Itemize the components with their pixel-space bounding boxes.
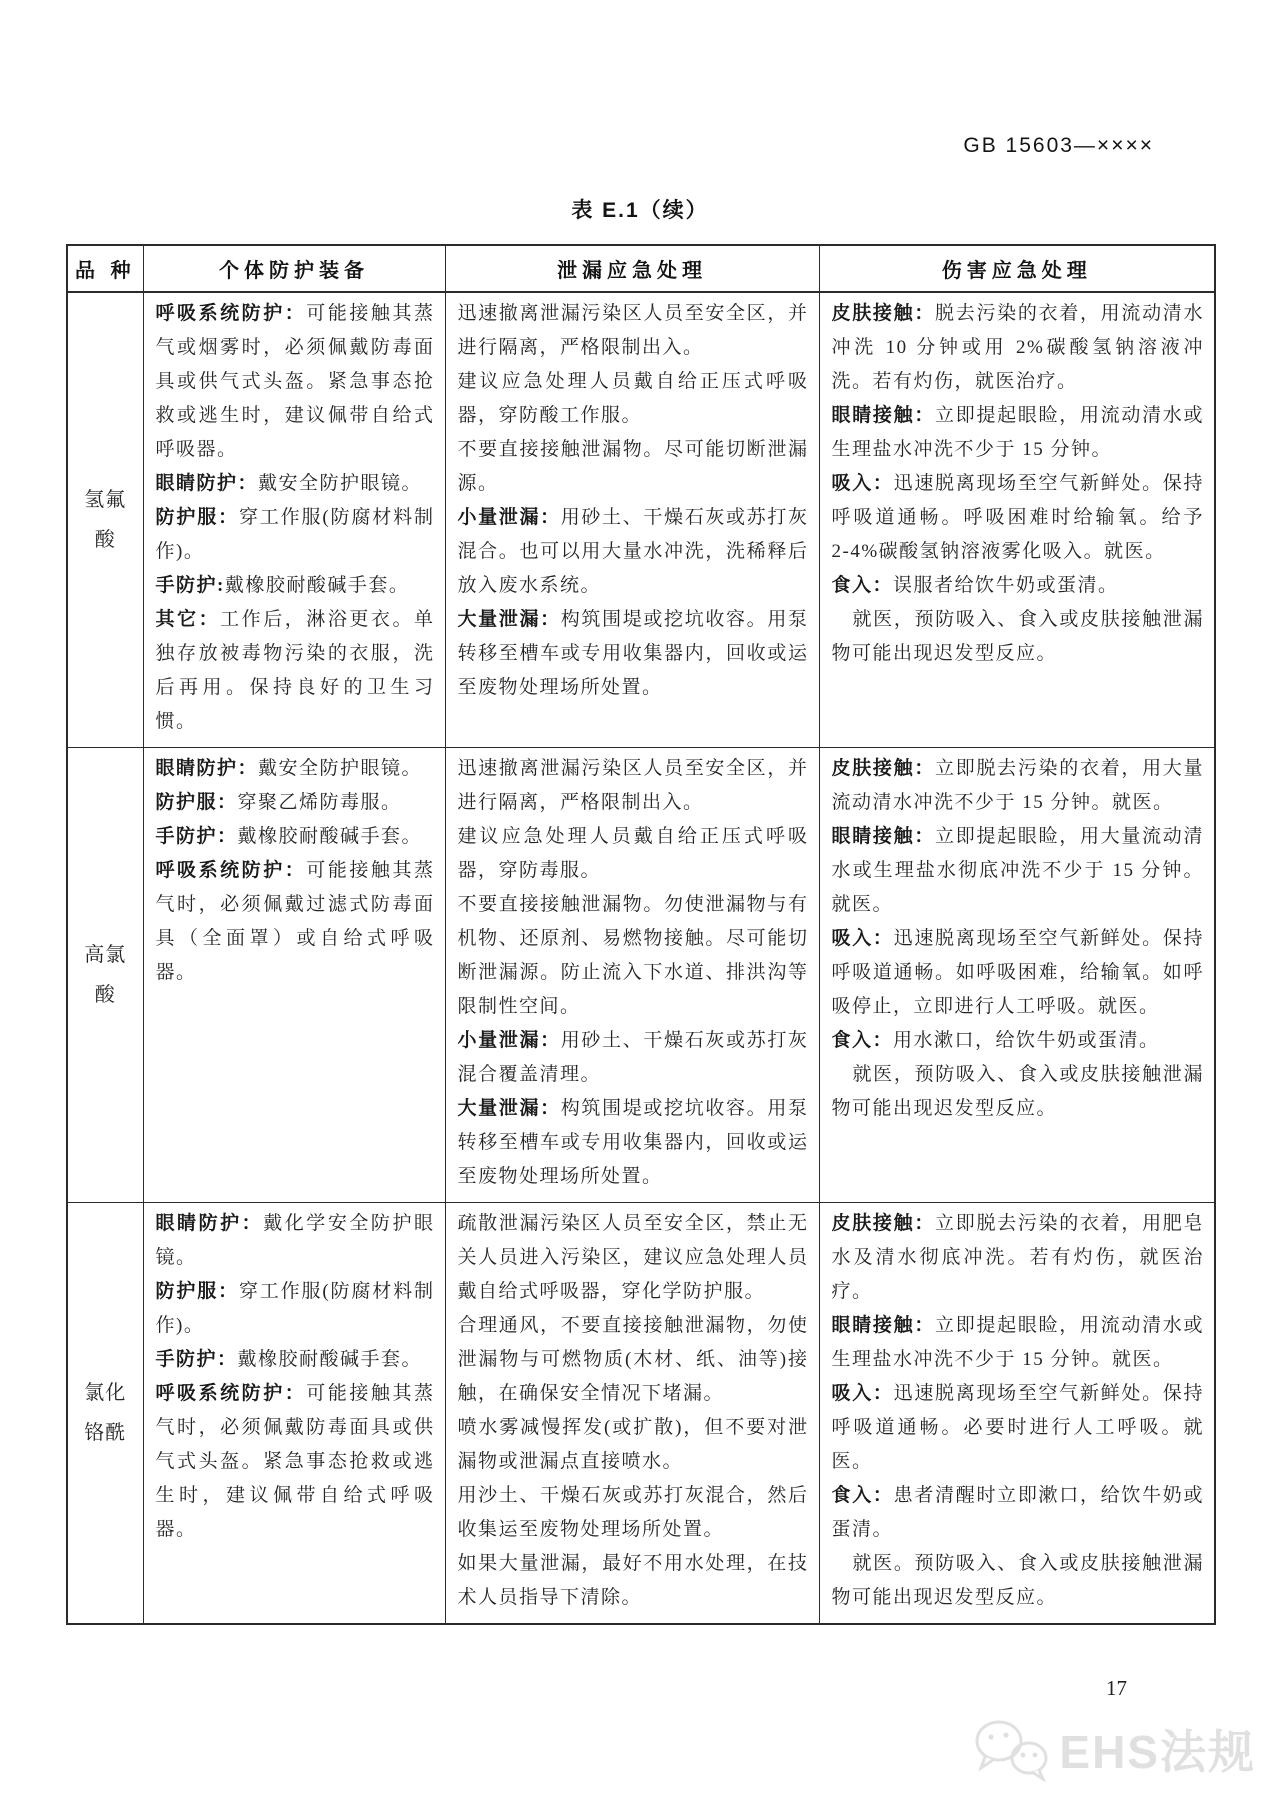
column-header-chemical: 品 种: [67, 245, 143, 292]
paragraph-label: 食入：: [831, 1030, 894, 1051]
paragraph: 就医，预防吸入、食入或皮肤接触泄漏物可能出现迟发型反应。: [831, 609, 1204, 664]
paragraph: 其它：工作后，淋浴更衣。单独存放被毒物污染的衣服，洗后再用。保持良好的卫生习惯。: [155, 609, 435, 732]
paragraph-label: 手防护：: [155, 1349, 238, 1370]
paragraph: 皮肤接触：立即脱去污染的衣着，用肥皂水及清水彻底冲洗。若有灼伤，就医治疗。: [831, 1213, 1204, 1302]
paragraph: 迅速撤离泄漏污染区人员至安全区，并进行隔离，严格限制出入。: [457, 303, 809, 358]
watermark-text: EHS法规: [1059, 1726, 1256, 1778]
paragraph: 眼睛防护：戴安全防护眼镜。: [155, 473, 423, 494]
paragraph: 眼睛防护：戴化学安全防护眼镜。: [155, 1213, 435, 1268]
table-title: 表 E.1（续）: [571, 199, 709, 222]
paragraph-label: 防护服：: [155, 792, 238, 813]
chemical-name: 氯化铬酰: [67, 1203, 143, 1625]
column-header-protection: 个体防护装备: [143, 245, 445, 292]
protection-cell: [143, 1203, 445, 1625]
paragraph-label: 吸入：: [831, 928, 894, 949]
paragraph: 吸入：迅速脱离现场至空气新鲜处。保持呼吸道通畅。呼吸困难时给输氧。给予 2-4%碳酸氢钠溶液雾化吸入。就医。: [831, 473, 1204, 562]
paragraph: 防护服：穿工作服(防腐材料制作)。: [155, 507, 435, 562]
table-row: [67, 748, 1215, 1203]
paragraph: 不要直接接触泄漏物。勿使泄漏物与有机物、还原剂、易燃物接触。尽可能切断泄漏源。防止流入下水道、排洪沟等限制性空间。: [457, 894, 809, 1017]
paragraph: 眼睛防护：戴安全防护眼镜。: [155, 758, 423, 779]
paragraph: 合理通风，不要直接接触泄漏物，勿使泄漏物与可燃物质(木材、纸、油等)接触，在确保安全情况下堵漏。: [457, 1315, 809, 1404]
paragraph: 防护服：穿聚乙烯防毒服。: [155, 792, 402, 813]
paragraph: 呼吸系统防护：可能接触其蒸气时，必须佩戴过滤式防毒面具（全面罩）或自给式呼吸器。: [155, 860, 435, 983]
hazard-table: [66, 244, 1216, 1625]
wechat-bubbles-icon: [971, 1716, 1055, 1782]
paragraph-label: 食入：: [831, 1485, 894, 1506]
paragraph: 呼吸系统防护：可能接触其蒸气或烟雾时，必须佩戴防毒面具或供气式头盔。紧急事态抢救或逃生时，建议佩带自给式呼吸器。: [155, 303, 435, 460]
paragraph-label: 吸入：: [831, 473, 894, 494]
leak-response-cell: [445, 748, 819, 1203]
paragraph: 不要直接接触泄漏物。尽可能切断泄漏源。: [457, 439, 809, 494]
paragraph: 食入：患者清醒时立即漱口，给饮牛奶或蛋清。: [831, 1485, 1204, 1540]
paragraph-label: 手防护：: [155, 826, 238, 847]
paragraph-label: 其它：: [155, 609, 221, 630]
paragraph: 小量泄漏：用砂土、干燥石灰或苏打灰混合。也可以用大量水冲洗，洗稀释后放入废水系统。: [457, 507, 809, 596]
paragraph-label: 食入：: [831, 575, 894, 596]
paragraph-label: 小量泄漏：: [457, 1030, 561, 1051]
paragraph: 手防护：戴橡胶耐酸碱手套。: [155, 826, 423, 847]
paragraph: 大量泄漏：构筑围堤或挖坑收容。用泵转移至槽车或专用收集器内，回收或运至废物处理场所处置。: [457, 1098, 809, 1187]
paragraph-label: 吸入：: [831, 1383, 894, 1404]
paragraph-label: 眼睛防护：: [155, 758, 259, 779]
paragraph: 吸入：迅速脱离现场至空气新鲜处。保持呼吸道通畅。必要时进行人工呼吸。就医。: [831, 1383, 1204, 1472]
paragraph-label: 防护服：: [155, 507, 239, 528]
paragraph: 如果大量泄漏，最好不用水处理，在技术人员指导下清除。: [457, 1553, 809, 1608]
paragraph: 就医。预防吸入、食入或皮肤接触泄漏物可能出现迟发型反应。: [831, 1553, 1204, 1608]
injury-response-cell: [819, 292, 1215, 748]
leak-response-cell: [445, 1203, 819, 1625]
table-row: [67, 1203, 1215, 1625]
paragraph-label: 眼睛接触：: [831, 1315, 936, 1336]
paragraph-label: 大量泄漏：: [457, 1098, 561, 1119]
chemical-name: 氢氟酸: [67, 292, 143, 748]
paragraph: 眼睛接触：立即提起眼睑，用流动清水或生理盐水冲洗不少于 15 分钟。: [831, 405, 1204, 460]
paragraph: 呼吸系统防护：可能接触其蒸气时，必须佩戴防毒面具或供气式头盔。紧急事态抢救或逃生时，建议佩带自给式呼吸器。: [155, 1383, 435, 1540]
protection-cell: [143, 748, 445, 1203]
paragraph: 食入：误服者给饮牛奶或蛋清。: [831, 575, 1119, 596]
paragraph: 皮肤接触：脱去污染的衣着，用流动清水冲洗 10 分钟或用 2%碳酸氢钠溶液冲洗。若有灼伤，就医治疗。: [831, 303, 1204, 392]
protection-cell: [143, 292, 445, 748]
paragraph-label: 呼吸系统防护：: [155, 1383, 307, 1404]
paragraph: 就医，预防吸入、食入或皮肤接触泄漏物可能出现迟发型反应。: [831, 1064, 1204, 1119]
paragraph: 手防护:戴橡胶耐酸碱手套。: [155, 575, 410, 596]
column-header-leak: 泄漏应急处理: [445, 245, 819, 292]
injury-response-cell: [819, 1203, 1215, 1625]
paragraph-label: 皮肤接触：: [831, 303, 936, 324]
paragraph-label: 呼吸系统防护：: [155, 860, 307, 881]
paragraph-label: 眼睛防护：: [155, 1213, 264, 1234]
paragraph-label: 呼吸系统防护：: [155, 303, 307, 324]
injury-response-cell: [819, 748, 1215, 1203]
paragraph: 眼睛接触：立即提起眼睑，用大量流动清水或生理盐水彻底冲洗不少于 15 分钟。就医。: [831, 826, 1204, 915]
paragraph: 吸入：迅速脱离现场至空气新鲜处。保持呼吸道通畅。如呼吸困难，给输氧。如呼吸停止，立即进行人工呼吸。就医。: [831, 928, 1204, 1017]
paragraph: 皮肤接触：立即脱去污染的衣着，用大量流动清水冲洗不少于 15 分钟。就医。: [831, 758, 1204, 813]
chemical-name: 高氯酸: [67, 748, 143, 1203]
page-number: 17: [1106, 1676, 1127, 1700]
paragraph-label: 眼睛接触：: [831, 826, 936, 847]
table-row: [67, 292, 1215, 748]
paragraph-label: 大量泄漏：: [457, 609, 561, 630]
paragraph-label: 眼睛防护：: [155, 473, 259, 494]
leak-response-cell: [445, 292, 819, 748]
paragraph-label: 手防护:: [155, 575, 225, 596]
paragraph: 小量泄漏：用砂土、干燥石灰或苏打灰混合覆盖清理。: [457, 1030, 809, 1085]
paragraph: 疏散泄漏污染区人员至安全区，禁止无关人员进入污染区，建议应急处理人员戴自给式呼吸器，穿化学防护服。: [457, 1213, 809, 1302]
watermark: [971, 1716, 1256, 1782]
paragraph-label: 皮肤接触：: [831, 758, 936, 779]
paragraph: 用沙土、干燥石灰或苏打灰混合，然后收集运至废物处理场所处置。: [457, 1485, 809, 1540]
paragraph-label: 防护服：: [155, 1281, 239, 1302]
paragraph-label: 眼睛接触：: [831, 405, 936, 426]
paragraph: 食入：用水漱口，给饮牛奶或蛋清。: [831, 1030, 1160, 1051]
table-header-row: [67, 245, 1215, 292]
paragraph: 建议应急处理人员戴自给正压式呼吸器，穿防毒服。: [457, 826, 809, 881]
column-header-injury: 伤害应急处理: [819, 245, 1215, 292]
paragraph: 防护服：穿工作服(防腐材料制作)。: [155, 1281, 435, 1336]
paragraph: 迅速撤离泄漏污染区人员至安全区，并进行隔离，严格限制出入。: [457, 758, 809, 813]
paragraph-label: 小量泄漏：: [457, 507, 561, 528]
paragraph: 手防护：戴橡胶耐酸碱手套。: [155, 1349, 423, 1370]
paragraph: 大量泄漏：构筑围堤或挖坑收容。用泵转移至槽车或专用收集器内，回收或运至废物处理场所处置。: [457, 609, 809, 698]
paragraph: 建议应急处理人员戴自给正压式呼吸器，穿防酸工作服。: [457, 371, 809, 426]
paragraph: 眼睛接触：立即提起眼睑，用流动清水或生理盐水冲洗不少于 15 分钟。就医。: [831, 1315, 1204, 1370]
paragraph-label: 皮肤接触：: [831, 1213, 936, 1234]
paragraph: 喷水雾减慢挥发(或扩散)，但不要对泄漏物或泄漏点直接喷水。: [457, 1417, 809, 1472]
standard-code: GB 15603—××××: [963, 134, 1154, 157]
